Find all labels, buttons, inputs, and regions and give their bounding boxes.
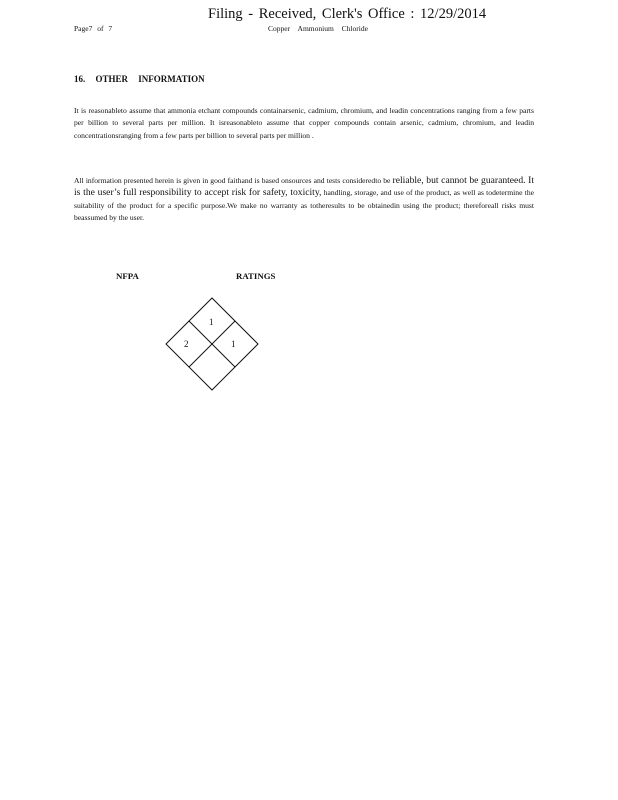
disclaimer-start: All information presented herein is given in good faithand is based onsources and tests consideredto be	[74, 176, 391, 185]
nfpa-diamond	[164, 296, 260, 392]
nfpa-reactivity-rating: 1	[231, 339, 236, 349]
document-subtitle: Copper Ammonium Chloride	[268, 24, 368, 33]
filing-stamp: Filing - Received, Clerk's Office : 12/29/2014	[208, 6, 487, 22]
nfpa-health-rating: 2	[184, 339, 189, 349]
nfpa-flammability-rating: 1	[209, 317, 214, 327]
page-number: Page7 of 7	[74, 24, 113, 33]
disclaimer-end: handling, storage, and use of the product, as well as todetermine the suitability of the product for a specific purpose.We make no warranty as totheresults to be obtainedin using the product; thereforeall risks must beassumed by the user.	[74, 188, 534, 223]
nfpa-label: NFPA	[116, 271, 139, 281]
section-heading: 16. OTHER INFORMATION	[74, 74, 205, 84]
disclaimer-emphasis: reliable, but cannot be guaranteed. It is the user’s full responsibility to accept risk for safety, toxicity,	[74, 175, 534, 199]
ratings-label: RATINGS	[236, 271, 276, 281]
paragraph-contaminants: It is reasonableto assume that ammonia etchant compounds containarsenic, cadmium, chromium, and leadin concentrations ranging from a few parts per billion to several parts per million. It isreasonableto assume that copper compounds contain arsenic, cadmium, chromium, and leadin concentrationsranging from a few parts per billion to several parts per million .	[74, 106, 534, 140]
page-header	[0, 4, 618, 36]
paragraph-disclaimer	[74, 175, 534, 225]
nfpa-diamond-graphic	[164, 296, 260, 392]
